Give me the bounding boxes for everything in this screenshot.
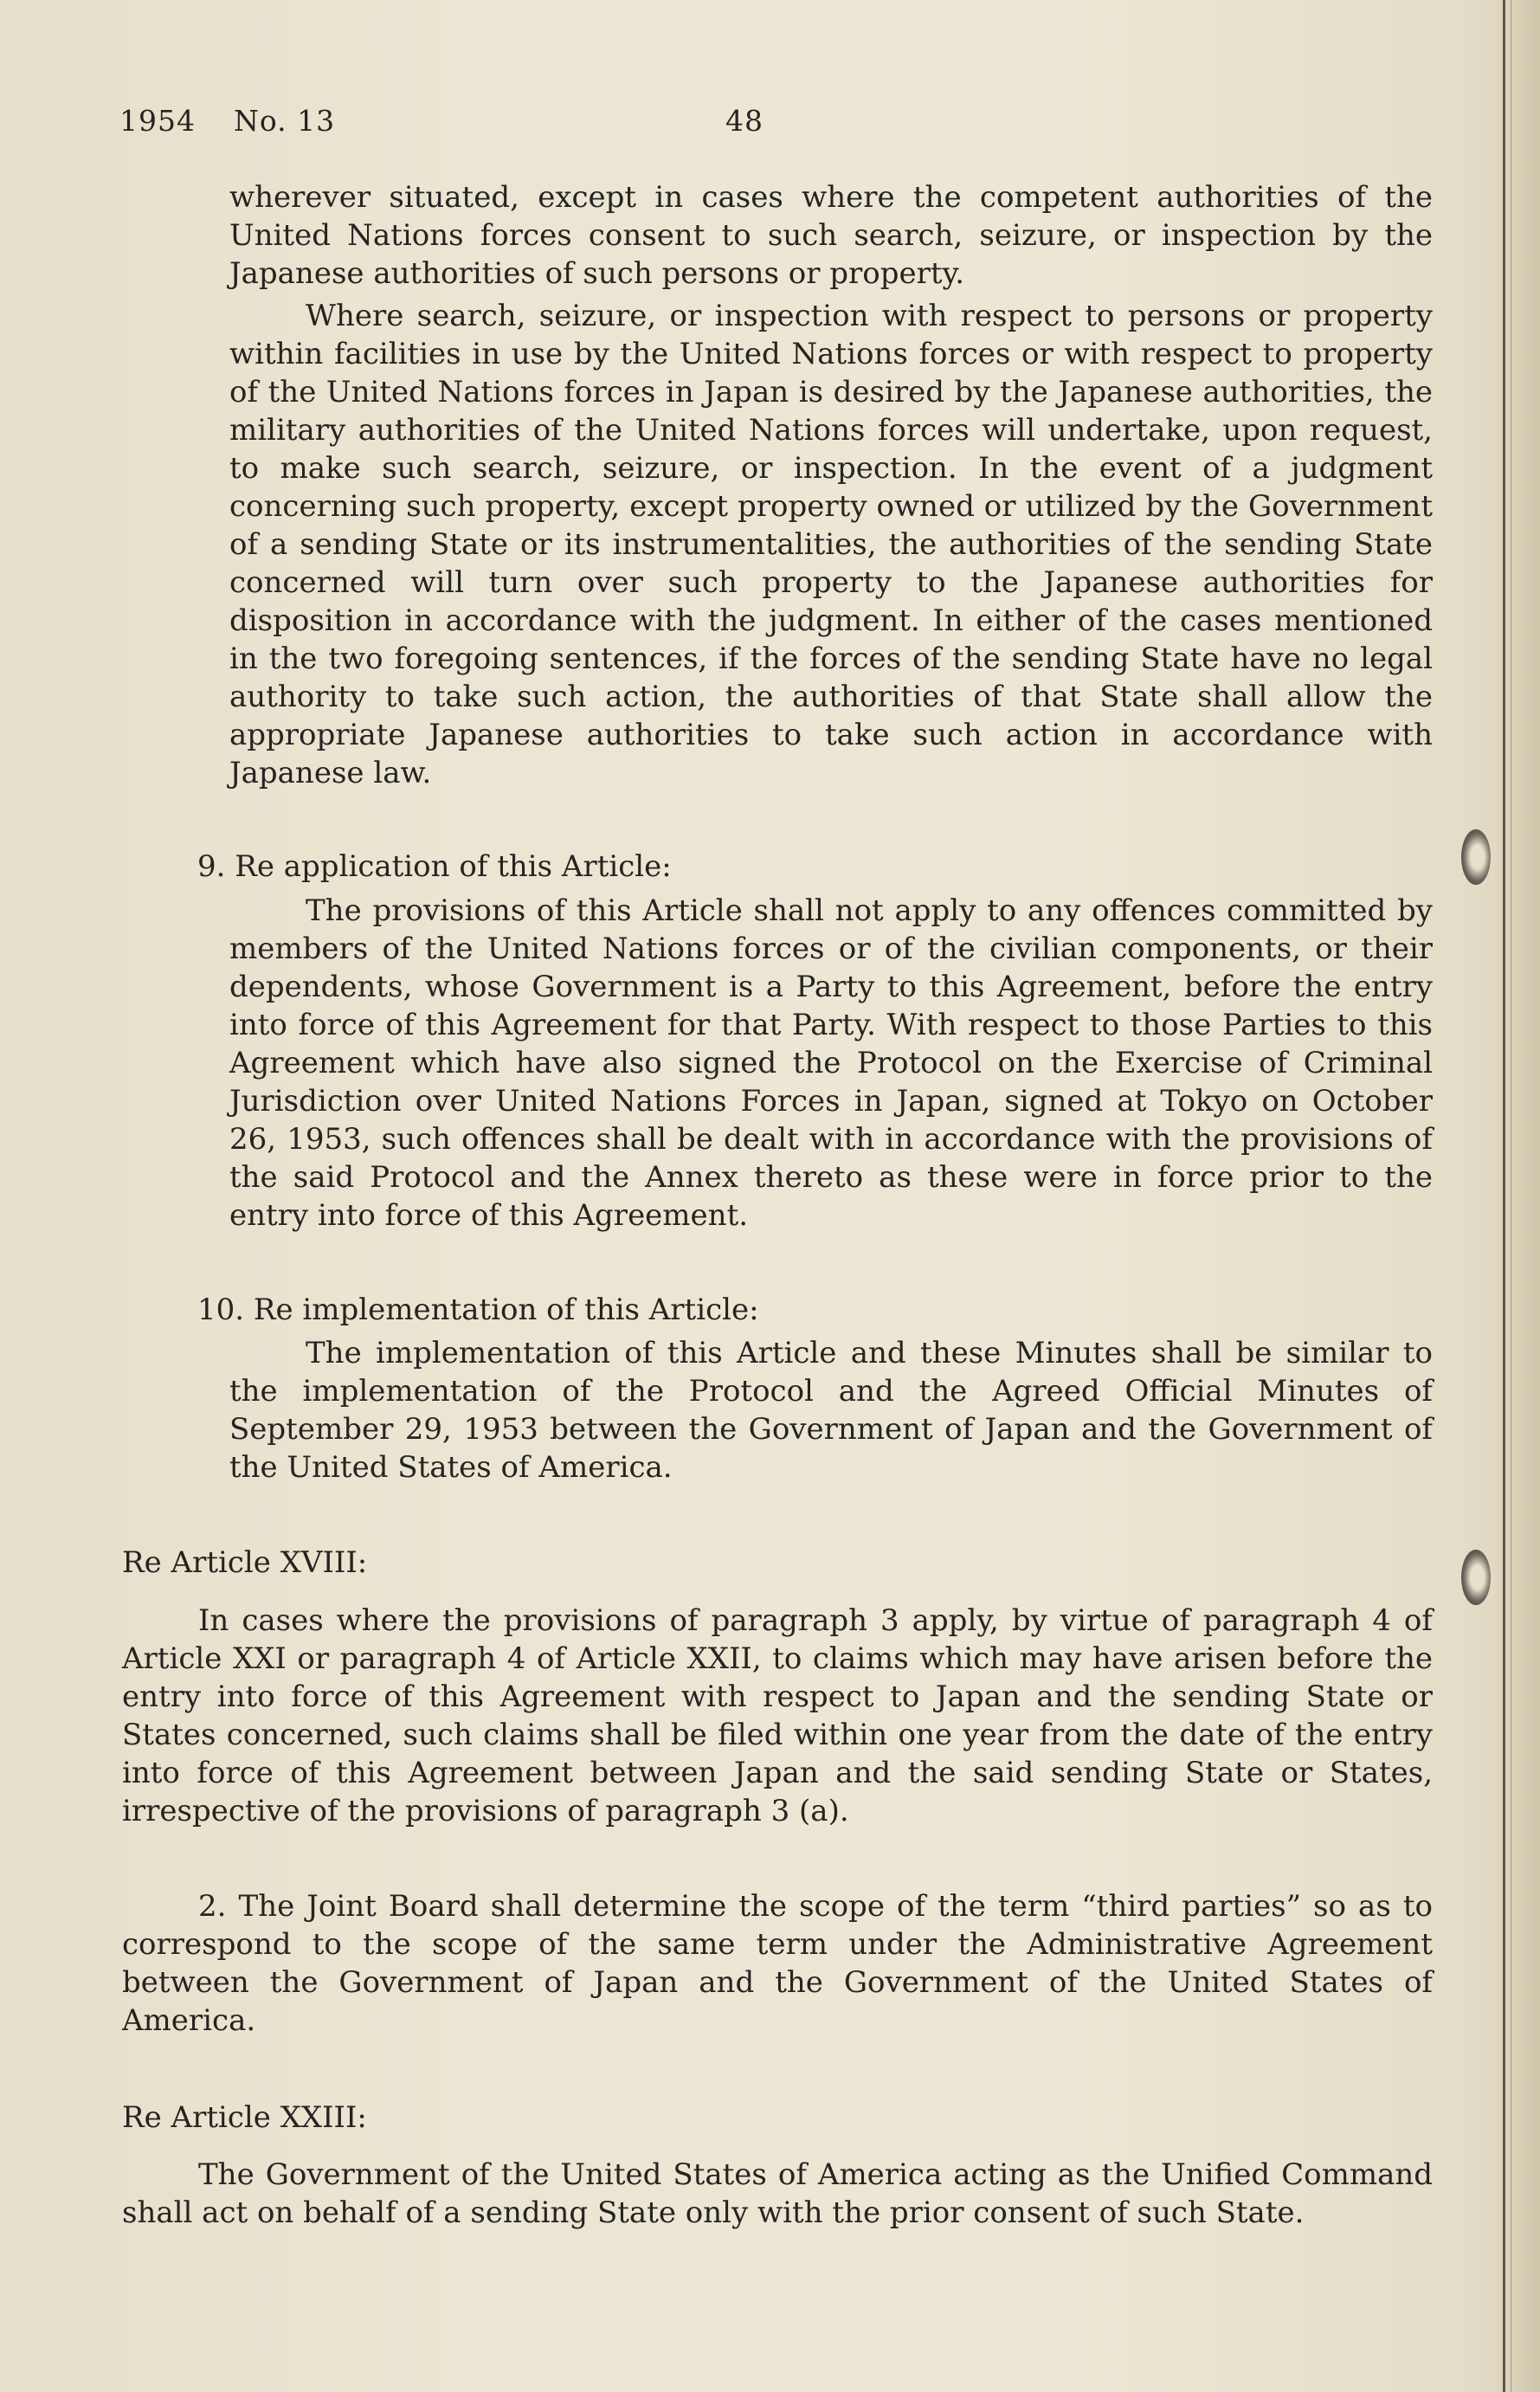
section-heading-10: 10. Re implementation of this Article: (197, 1293, 759, 1327)
section-heading-9: 9. Re application of this Article: (197, 849, 672, 884)
paragraph-implementation: The implementation of this Article and these Minutes shall be similar to the implementation of the Protocol and the Agreed Official Minutes of September 29, 1953 between the Government of Japan and the Government of the United States of America. (229, 1336, 1433, 1485)
paragraph-article-xviii-1: In cases where the provisions of paragraph 3 apply, by virtue of paragraph 4 of Article XXI or paragraph 4 of Article XXII, to claims which may have arisen before the entry into force of this Agreement with respect to Japan and the sending State or States concerned, such claims shall be filed within one year from the date of the entry into force of this Agreement between Japan and the said sending State or States, irrespective of the provisions of paragraph 3 (a). (122, 1603, 1433, 1828)
paragraph-article-xviii-2: 2. The Joint Board shall determine the scope of the term “third parties” so as to correspond to the scope of the same term under the Administrative Agreement between the Government of Japan and the Government of the United States of America. (122, 1889, 1433, 2038)
page-edge-line (1503, 0, 1505, 2392)
header-number: No. 13 (234, 104, 336, 138)
header-year: 1954 (119, 104, 196, 138)
paragraph-search-seizure: Where search, seizure, or inspection with respect to persons or property within facilities in use by the United Nations forces or with respect to property of the United Nations forces in Japan is desired by the Japanese authorities, the military authorities of the United Nations forces will undertake, upon request, to make such search, seizure, or inspection. In the event of a judgment concerning such property, except property owned or utilized by the Government of a sending State or its instrumentalities, the authorities of the sending State concerned will turn over such property to the Japanese authorities for disposition in accordance with the judgment. In either of the cases mentioned in the two foregoing sentences, if the forces of the sending State have no legal authority to take such action, the authorities of that State shall allow the appropriate Japanese authorities to take such action in accordance with Japanese law. (229, 299, 1433, 790)
heading-article-xxiii: Re Article XXIII: (122, 2100, 367, 2135)
header-page-number: 48 (725, 104, 764, 138)
paragraph-continuation: wherever situated, except in cases where the competent authorities of the United Nations forces consent to such search, seizure, or inspection by the Japanese authorities of such persons or property. (229, 180, 1433, 291)
paragraph-article-xxiii: The Government of the United States of America acting as the Unified Command shall act on behalf of a sending State only with the prior consent of such State. (122, 2157, 1433, 2230)
page-binding-edge (1490, 0, 1540, 2392)
heading-article-xviii: Re Article XVIII: (122, 1545, 368, 1580)
paragraph-application: The provisions of this Article shall not apply to any offences committed by members of the United Nations forces or of the civilian components, or their dependents, whose Government is a Party to this Agreement, before the entry into force of this Agreement for that Party. With respect to those Parties to this Agreement which have also signed the Protocol on the Exercise of Criminal Jurisdiction over United Nations Forces in Japan, signed at Tokyo on October 26, 1953, such offences shall be dealt with in accordance with the provisions of the said Protocol and the Annex thereto as these were in force prior to the entry into force of this Agreement. (229, 893, 1433, 1233)
